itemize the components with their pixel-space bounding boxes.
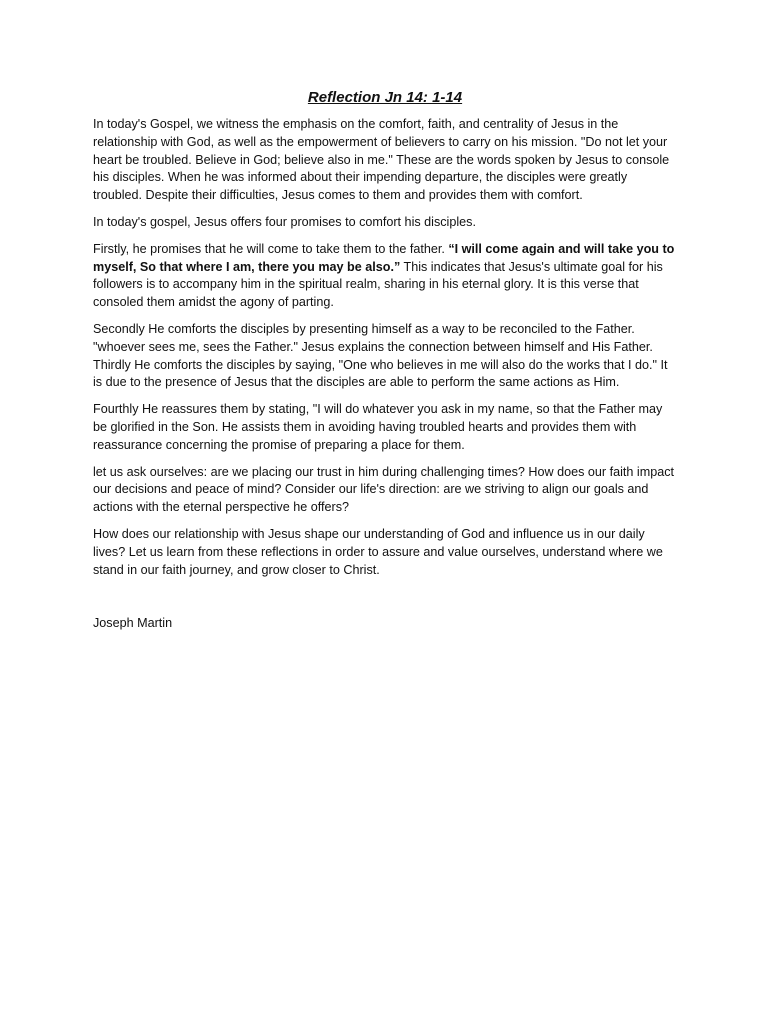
- paragraph-first-promise: [93, 241, 677, 312]
- first-promise-lead-text: Firstly, he promises that he will come to take them to the father.: [93, 241, 449, 256]
- paragraph-second-third-promise: Secondly He comforts the disciples by presenting himself as a way to be reconciled to the Father. "whoever sees me, sees the Father." Jesus explains the connection between himself and His Father. Thirdly He comforts the disciples by saying, "One who believes in me will also do the works that I do." It is due to the presence of Jesus that the disciples are able to perform the same actions as Him.: [93, 321, 668, 390]
- first-promise-quote: “I will come again and will take you to myself, So that where I am, there you may be also.”: [93, 241, 675, 274]
- author-signature: Joseph Martin: [93, 616, 173, 631]
- first-promise-explanation: This indicates that Jesus's ultimate goal for his followers is to accompany him in the spiritual realm, sharing in his eternal glory. It is this verse that consoled them amidst the agony of parting.: [93, 259, 663, 310]
- paragraph-intro: In today's Gospel, we witness the emphasis on the comfort, faith, and centrality of Jesus in the relationship with God, as well as the empowerment of believers to carry on his mission. "Do not let your heart be troubled. Believe in God; believe also in me." These are the words spoken by Jesus to console his disciples. When he was informed about their impending departure, the disciples were greatly troubled. Despite their difficulties, Jesus comes to them and provides them with comfort.: [93, 117, 670, 203]
- paragraph-fourth-promise: Fourthly He reassures them by stating, "I will do whatever you ask in my name, so that the Father may be glorified in the Son. He assists them in avoiding having troubled hearts and provides them with reassurance concerning the promise of preparing a place for them.: [93, 402, 663, 452]
- document-title: Reflection Jn 14: 1-14: [307, 89, 463, 106]
- paragraph-four-promises: In today's gospel, Jesus offers four promises to comfort his disciples.: [93, 214, 476, 229]
- document-page: [93, 88, 677, 633]
- paragraph-conclusion: How does our relationship with Jesus shape our understanding of God and influence us in our daily lives? Let us learn from these reflections in order to assure and value ourselves, understand where we stand in our faith journey, and grow closer to Christ.: [93, 526, 663, 577]
- paragraph-self-reflection: let us ask ourselves: are we placing our trust in him during challenging times? How does our faith impact our decisions and peace of mind? Consider our life's direction: are we striving to align our goals and actions with the eternal perspective he offers?: [93, 464, 674, 515]
